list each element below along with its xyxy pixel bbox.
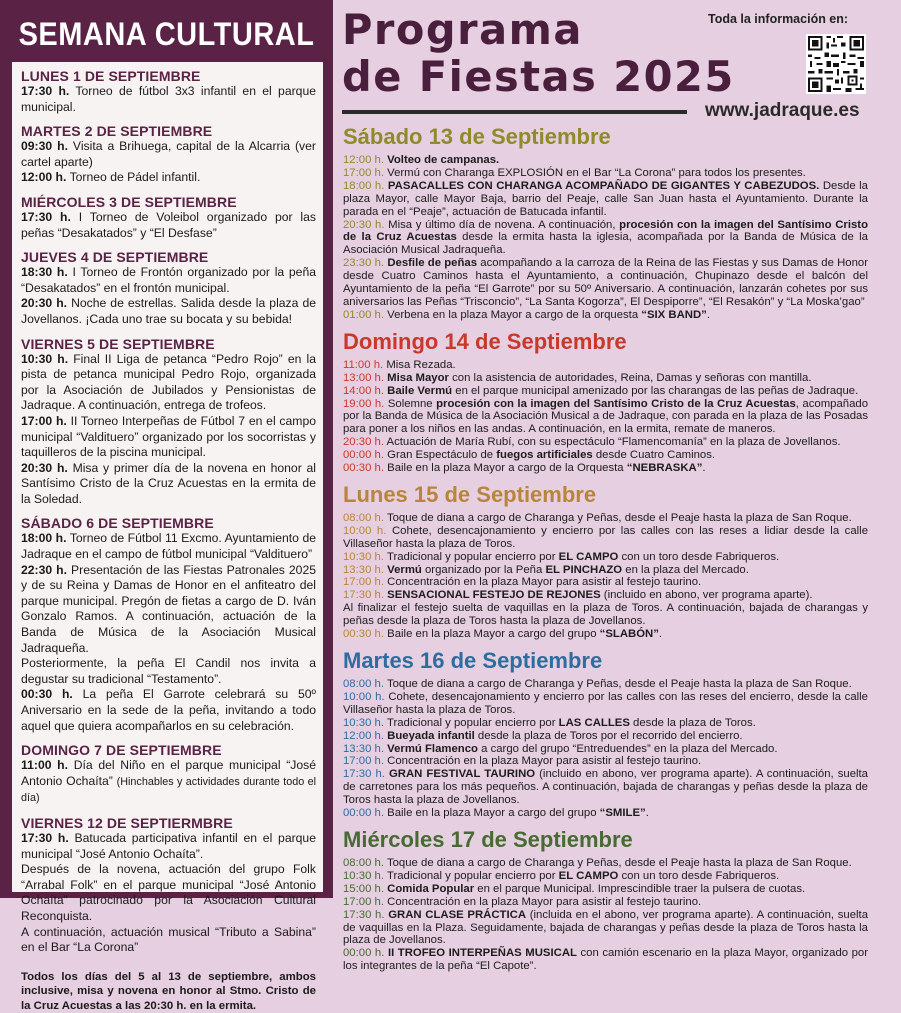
day-heading: DOMINGO 7 DE SEPTIEMBRE xyxy=(21,742,222,759)
event-time: 10:30 h. xyxy=(343,550,384,563)
event-time: 10:30 h. xyxy=(21,351,69,366)
schedule-event xyxy=(343,385,868,398)
event-text: GRAN CLASE PRÁCTICA (incluida en el abono, ver programa aparte). A continuación, suelta de vaquillas en la Plaza. Seguidamente, bajada de charangas y peñas desde la plaza de Toros hasta la plaza de Jovellanos. xyxy=(343,908,869,947)
schedule-event xyxy=(343,512,868,525)
event-time: 00:30 h. xyxy=(343,462,384,475)
schedule-event xyxy=(343,449,868,462)
schedule-event xyxy=(343,743,868,756)
schedule-event xyxy=(343,807,868,820)
event-time: 17:00 h. xyxy=(343,755,384,768)
event-time: 17:00 h. xyxy=(343,576,384,589)
event-text: Posteriormente, la peña El Candil nos invita a degustar su tradicional “Testamento”. xyxy=(21,656,316,686)
event-text: Baile en la plaza Mayor a cargo de la Orquesta “NEBRASKA”. xyxy=(387,462,706,475)
schedule-event xyxy=(343,462,868,475)
schedule-event xyxy=(343,883,868,896)
schedule-event xyxy=(343,870,868,883)
day-heading: VIERNES 5 DE SEPTIEMBRE xyxy=(21,335,215,352)
event-text: Vermú con Charanga EXPLOSIÓN en el Bar “La Corona” para todos los presentes. xyxy=(387,166,806,179)
schedule-event xyxy=(343,525,868,551)
event-time: 10:30 h. xyxy=(343,716,384,729)
event-item xyxy=(21,862,316,924)
schedule-event xyxy=(343,372,868,385)
event-text: Toque de diana a cargo de Charanga y Peñas, desde el Peaje hasta la plaza de San Roque. xyxy=(386,856,852,869)
schedule-event xyxy=(343,678,868,691)
event-text: Actuación de María Rubí, con su espectáculo “Flamencomanía” en la plaza de Jovellanos. xyxy=(386,436,841,449)
event-text: Baile en la plaza Mayor a cargo del grupo “SMILE”. xyxy=(387,807,649,820)
schedule-day-heading: Lunes 15 de Septiembre xyxy=(343,481,597,507)
schedule-event xyxy=(343,947,868,973)
event-time: 00:00 h. xyxy=(343,807,384,820)
event-time: 00:00 h. xyxy=(343,449,384,462)
event-text: Presentación de las Fiestas Patronales 2025 y de su Reina y Damas de Honor en el anfiteatro del parque municipal. Pregón de fietas a cargo de D. Iván Gonzalo Ramos. A continuación, actuación de la Banda de Música de la Asociación Musical Jadraqueña. xyxy=(21,562,316,655)
event-item xyxy=(21,414,316,461)
event-item xyxy=(21,563,316,657)
schedule-event xyxy=(343,628,868,641)
event-time: 20:30 h. xyxy=(343,218,385,231)
event-text: A continuación, actuación musical “Tributo a Sabina” en el Bar “La Corona” xyxy=(21,924,316,955)
event-time: 11:00 h. xyxy=(343,358,384,371)
event-time: 17:30 h. xyxy=(21,84,70,98)
event-time: 19:00 h. xyxy=(343,397,385,410)
schedule-event xyxy=(343,576,868,589)
event-time: 17:00 h. xyxy=(343,166,384,179)
event-time: 12:00 h. xyxy=(343,154,384,166)
event-time: 08:00 h. xyxy=(343,678,384,690)
event-text: Baile Vermú en el parque municipal amenizado por las charangas de las peñas de Jadraque. xyxy=(387,384,859,397)
event-time: 10:30 h. xyxy=(343,869,384,882)
schedule-event xyxy=(343,257,868,309)
event-text: SENSACIONAL FESTEJO DE REJONES (incluido en abono, ver programa aparte). xyxy=(387,589,813,602)
event-text: Volteo de campanas. xyxy=(387,154,500,166)
schedule-event xyxy=(343,691,868,717)
schedule-event xyxy=(343,180,868,219)
event-text: Concentración en la plaza Mayor para asistir al festejo taurino. xyxy=(387,895,702,908)
cultural-day xyxy=(21,124,316,186)
day-heading: JUEVES 4 DE SEPTIEMBRE xyxy=(21,249,209,266)
event-time: 12:00 h. xyxy=(21,170,67,185)
schedule-event xyxy=(343,436,868,449)
event-time: 10:00 h. xyxy=(343,690,385,703)
event-time: 01:00 h. xyxy=(343,308,384,321)
event-text: Gran Espectáculo de fuegos artificiales desde Cuatro Caminos. xyxy=(387,449,716,462)
event-text: Día del Niño en el parque municipal “José Antonio Ochaíta” xyxy=(21,758,317,788)
event-text: Tradicional y popular encierro por EL CAMPO con un toro desde Fabriqueros. xyxy=(386,550,780,563)
event-text: Solemne procesión con la imagen del Santísimo Cristo de la Cruz Acuestas, acompañado por la Banda de Música de la Asociación Musical a de Jadraque, con parada en la plaza de las Posadas para poner a los niños en las andas. A continuación, en la ermita, remate de maneros. xyxy=(343,397,869,436)
event-text: Vermú Flamenco a cargo del grupo “Entreduendes” en la plaza del Mercado. xyxy=(387,742,778,755)
event-time: 14:00 h. xyxy=(343,384,384,397)
schedule-day-events xyxy=(343,678,868,820)
schedule-day-events xyxy=(343,359,868,475)
day-heading: LUNES 1 DE SEPTIEMBRE xyxy=(21,68,201,84)
event-time: 08:00 h. xyxy=(343,856,384,869)
schedule-event xyxy=(343,717,868,730)
event-text: II TROFEO INTERPEÑAS MUSICAL con camión escenario en la plaza Mayor, organizado por los integrantes de la peña “El Capote”. xyxy=(343,947,869,973)
event-text: Comida Popular en el parque Municipal. Imprescindible traer la pulsera de cuotas. xyxy=(387,882,806,895)
semana-cultural-list xyxy=(21,69,316,1013)
program-title-line1: Programa xyxy=(342,5,583,54)
schedule-day-events xyxy=(343,512,868,641)
event-text: Tradicional y popular encierro por EL CAMPO con un toro desde Fabriqueros. xyxy=(386,869,780,882)
event-time: 20:30 h. xyxy=(21,296,68,311)
event-text: Desfile de peñas acompañando a la carroza de la Reina de las Fiestas y sus Damas de Honor desde Cuatro Caminos hasta el Ayuntamiento, a continuación, Chupinazo desde el balcón del Ayuntamiento de la peña “El Garrote” por su 50º Aniversario. A continuación, lanzarán cohetes por sus aniversarios las Peñas “Trisconcio”, “La Santa Kogorza”, El Despiporre”, “El Resakón” y “La Moska’gao” xyxy=(343,257,869,308)
program-title xyxy=(342,6,735,100)
schedule-event xyxy=(343,909,868,948)
event-time: 20:30 h. xyxy=(21,460,68,475)
event-text: PASACALLES CON CHARANGA ACOMPAÑADO DE GIGANTES Y CABEZUDOS. Desde la plaza Mayor, calle Mayor Baja, barrio del Peaje, calle San Juan hasta el Ayuntamiento. Durante la parada en el “Peaje”, actuación de Batucada infantil. xyxy=(343,179,868,218)
event-time: 09:30 h. xyxy=(21,139,68,154)
event-text: Misa Mayor con la asistencia de autoridades, Reina, Damas y señoras con mantilla. xyxy=(387,371,812,384)
event-time: 00:30 h. xyxy=(343,628,384,641)
qr-code-icon[interactable] xyxy=(806,34,866,94)
schedule-event xyxy=(343,857,868,870)
event-time: 10:00 h. xyxy=(343,524,387,537)
event-text: Después de la novena, actuación del grupo Folk “Arrabal Folk” en el parque municipal “José Antonio Ochaíta” patrocinado por la Asociación Cultural Reconquista. xyxy=(21,862,316,923)
event-item xyxy=(21,265,316,296)
day-heading: MARTES 2 DE SEPTIEMBRE xyxy=(21,123,213,140)
event-time: 13:30 h. xyxy=(343,563,384,576)
event-text: II Torneo Interpeñas de Fútbol 7 en el campo municipal “Valdituero” organizado por los socorristas y taquilleros de la piscina municipal. xyxy=(21,413,317,460)
event-time: 00:30 h. xyxy=(21,687,73,702)
event-item xyxy=(21,831,316,862)
event-item xyxy=(21,758,316,807)
event-item xyxy=(21,461,316,508)
schedule-event xyxy=(343,398,868,437)
event-text: Tradicional y popular encierro por LAS CALLES desde la plaza de Toros. xyxy=(386,716,756,729)
event-item xyxy=(21,687,316,734)
event-time: 08:00 h. xyxy=(343,511,384,524)
event-text: Misa Rezada. xyxy=(386,358,456,371)
event-text: La peña El Garrote celebrará su 50º Aniversario en la sede de la peña, invitando a todo aquel que quiera acompañarlos en su celebración. xyxy=(21,687,316,733)
event-text: Visita a Brihuega, capital de la Alcarria (ver cartel aparte) xyxy=(21,139,316,169)
cultural-day xyxy=(21,516,316,734)
event-item xyxy=(21,925,316,956)
event-time: 22:30 h. xyxy=(21,562,68,577)
event-time: 17:00 h. xyxy=(21,413,67,428)
event-text: Verbena en la plaza Mayor a cargo de la orquesta “SIX BAND”. xyxy=(387,308,711,321)
schedule-day-heading: Miércoles 17 de Septiembre xyxy=(343,826,633,852)
event-text: Misa y último día de novena. A continuación, procesión con la imagen del Santísimo Cristo de la Cruz Acuestas desde la ermita hasta la iglesia, acompañada por la Banda de Música de la Asociación Musical Jadraqueña. xyxy=(343,218,869,257)
event-item xyxy=(21,656,316,687)
event-time: 18:00 h. xyxy=(343,179,385,192)
website-link[interactable]: www.jadraque.es xyxy=(705,100,860,121)
event-text: Bueyada infantil desde la plaza de Toros por el recorrido del encierro. xyxy=(387,729,743,742)
cultural-day xyxy=(21,743,316,807)
event-time: 17:00 h. xyxy=(343,895,384,908)
schedule-day-events xyxy=(343,857,868,973)
schedule-day-heading: Domingo 14 de Septiembre xyxy=(343,328,627,354)
event-item xyxy=(21,170,316,186)
schedule-event xyxy=(343,602,868,628)
event-time: 17:30 h. xyxy=(343,908,385,921)
schedule-event xyxy=(343,589,868,602)
cultural-day xyxy=(21,250,316,327)
schedule-event xyxy=(343,219,868,258)
schedule-event xyxy=(343,768,868,807)
event-text: Concentración en la plaza Mayor para asistir al festejo taurino. xyxy=(387,755,702,768)
event-text: Vermú organizado por la Peña EL PINCHAZO en la plaza del Mercado. xyxy=(387,563,749,576)
schedule-event xyxy=(343,167,868,180)
info-label: Toda la información en: xyxy=(708,12,849,26)
event-text: Cohete, desencajonamiento y encierro por las calles con las reses a lidiar desde la calle Villaseñor hasta la plaza de Toros. xyxy=(343,524,869,550)
event-text: Cohete, desencajonamiento y encierro por las calles con las reses del encierro, desde la calle Villaseñor hasta la plaza de Toros. xyxy=(343,690,868,716)
day-heading: VIERNES 12 DE SEPTIERMBRE xyxy=(21,814,233,831)
event-time: 13:30 h. xyxy=(343,742,384,755)
event-item xyxy=(21,296,316,327)
schedule-event xyxy=(343,730,868,743)
event-text: Torneo de Pádel infantil. xyxy=(69,170,201,185)
event-text: Al finalizar el festejo suelta de vaquillas en la plaza de Toros. A continuación, bajada de charangas y peñas desde la plaza de Toros hasta la plaza de Jovellanos. xyxy=(343,602,868,628)
schedule-day-heading: Martes 16 de Septiembre xyxy=(343,648,603,673)
header-divider xyxy=(342,110,687,114)
event-text: I Torneo de Voleibol organizado por las peñas “Desakatados” y “El Desfase” xyxy=(21,209,317,240)
semana-cultural-title: SEMANA CULTURAL xyxy=(8,7,325,63)
event-time: 17:30 h. xyxy=(21,830,69,845)
event-time: 17:30 h. xyxy=(343,589,384,602)
event-text: GRAN FESTIVAL TAURINO (incluido en abono, ver programa aparte). A continuación, suelta de carretones para los más pequeños. A continuación, bajada de charangas y peñas desde la plaza de Toros hasta la plaza de Jovellanos. xyxy=(343,768,868,807)
event-time: 12:00 h. xyxy=(343,729,384,742)
schedule-event xyxy=(343,896,868,909)
event-text: Baile en la plaza Mayor a cargo del grupo “SLABÓN”. xyxy=(387,628,663,641)
event-time: 18:30 h. xyxy=(21,265,68,280)
event-time: 17:30 h. xyxy=(21,209,71,224)
event-time: 11:00 h. xyxy=(21,758,69,773)
cultural-day xyxy=(21,816,316,956)
event-time: 13:00 h. xyxy=(343,371,384,384)
event-item xyxy=(21,139,316,170)
schedule-event xyxy=(343,551,868,564)
cultural-day xyxy=(21,337,316,508)
event-text: Toque de diana a cargo de Charanga y Peñas, desde el Peaje hasta la plaza de San Roque. xyxy=(386,511,852,524)
event-text: Misa y primer día de la novena en honor al Santísimo Cristo de la Cruz Acuestas en la ermita de la Soledad. xyxy=(21,460,317,506)
event-text: Noche de estrellas. Salida desde la plaza de Jovellanos. ¡Cada uno trae su bocata y su bebida! xyxy=(21,296,317,326)
program-title-line2: de Fiestas 2025 xyxy=(342,52,735,101)
event-item xyxy=(21,352,316,414)
event-item xyxy=(21,210,316,241)
cultural-day xyxy=(21,195,316,241)
event-time: 18:00 h. xyxy=(21,531,67,546)
schedule-event xyxy=(343,359,868,372)
event-item xyxy=(21,84,316,115)
event-text: Torneo de Fútbol 11 Excmo. Ayuntamiento de Jadraque en el campo de fútbol municipal “Valdituero” xyxy=(21,531,317,562)
event-item xyxy=(21,531,316,562)
schedule-day-events xyxy=(343,154,868,322)
schedule-event xyxy=(343,309,868,322)
day-heading: MIÉRCOLES 3 DE SEPTIEMBRE xyxy=(21,193,237,210)
schedule-event xyxy=(343,564,868,577)
event-text: Torneo de fútbol 3x3 infantil en el parque municipal. xyxy=(21,84,317,114)
event-note: (Hinchables y actividades durante todo el día) xyxy=(21,775,316,805)
event-time: 20:30 h. xyxy=(343,436,384,449)
event-text: I Torneo de Frontón organizado por la peña “Desakatados” en el frontón municipal. xyxy=(21,265,317,295)
cultural-day xyxy=(21,69,316,115)
schedule-event xyxy=(343,755,868,768)
event-time: 23:30 h. xyxy=(343,257,385,270)
novena-note: Todos los días del 5 al 13 de septiembre, ambos inclusive, misa y novena en honor al Stmo. Cristo de la Cruz Acuestas a las 20:30 h. en la ermita. xyxy=(21,970,316,1012)
event-time: 17:30 h. xyxy=(343,768,385,781)
event-text: Final II Liga de petanca “Pedro Rojo” en la pista de petanca municipal Pedro Rojo, organizada por la Asociación de Jubilados y Pensionistas de Jadraque. A continuación, entrega de trofeos. xyxy=(21,351,317,413)
schedule-event xyxy=(343,154,868,167)
fiestas-schedule xyxy=(343,124,868,980)
event-time: 00:00 h. xyxy=(343,947,385,960)
event-text: Toque de diana a cargo de Charanga y Peñas, desde el Peaje hasta la plaza de San Roque. xyxy=(386,678,852,690)
day-heading: SÁBADO 6 DE SEPTIEMBRE xyxy=(21,515,214,532)
event-text: Concentración en la plaza Mayor para asistir al festejo taurino. xyxy=(387,576,702,589)
event-text: Batucada participativa infantil en el parque municipal “José Antonio Ochaíta”. xyxy=(21,830,316,861)
schedule-day-heading: Sábado 13 de Septiembre xyxy=(343,124,611,149)
event-time: 15:00 h. xyxy=(343,882,384,895)
